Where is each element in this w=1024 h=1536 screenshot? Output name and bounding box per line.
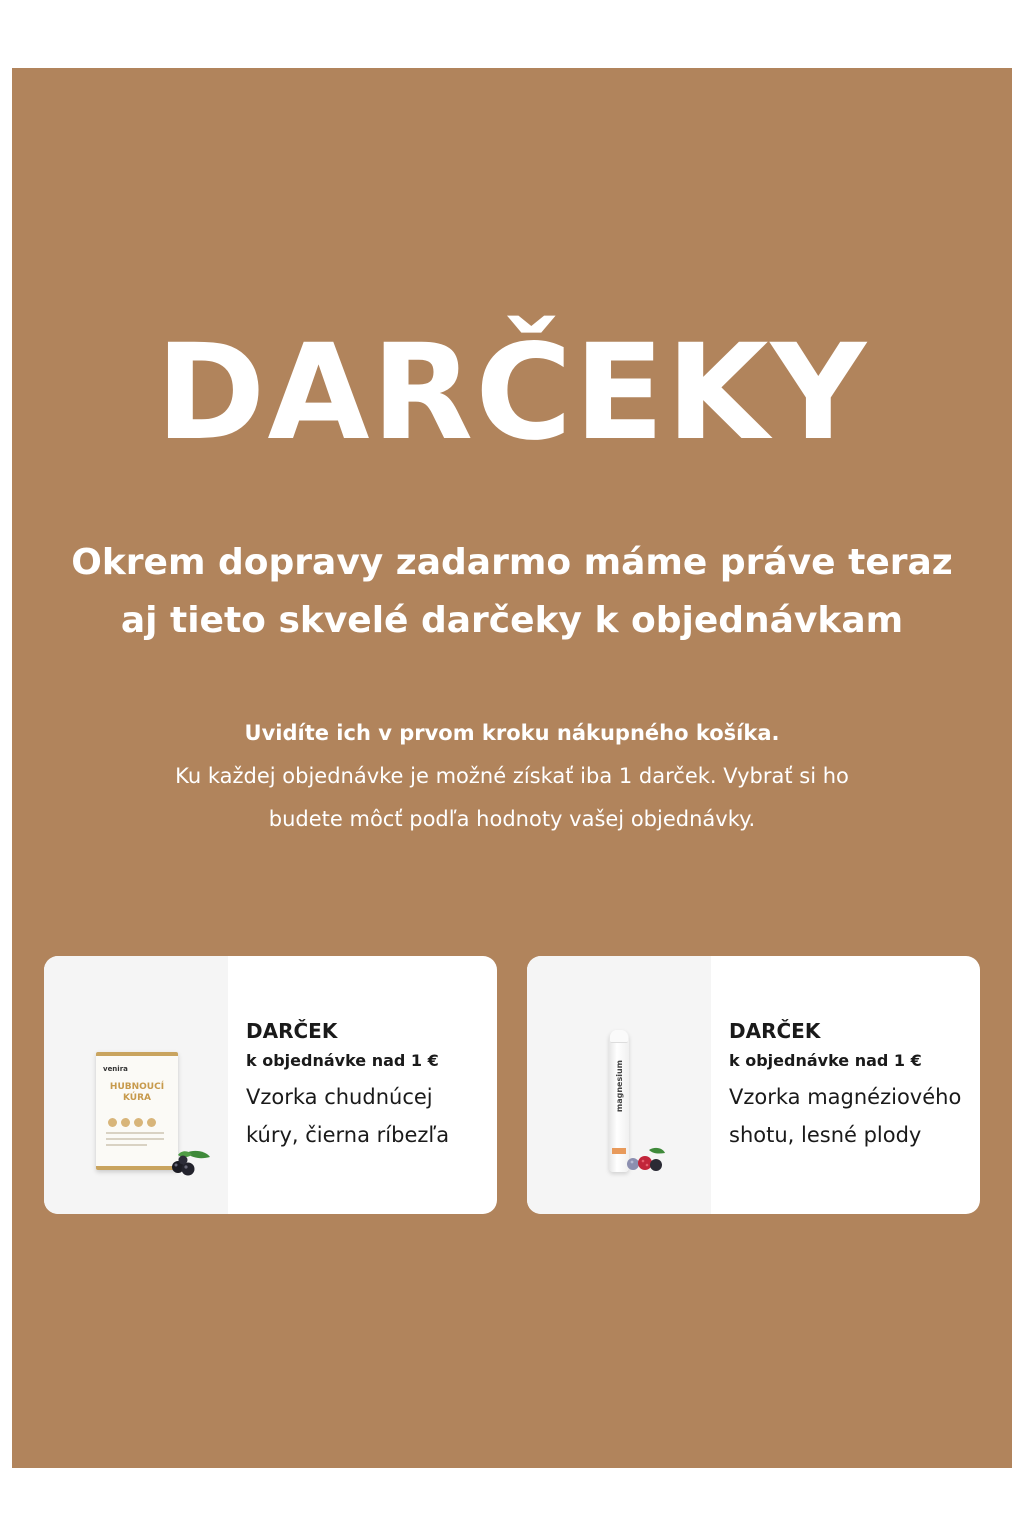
blackcurrant-icon <box>164 1149 214 1179</box>
forest-berries-icon <box>623 1146 669 1174</box>
product-image-weight-loss-pouch <box>44 956 228 1214</box>
gift-description-line-1: Vzorka magnéziového <box>729 1085 962 1109</box>
gift-condition: k objednávke nad 1 € <box>246 1051 439 1070</box>
info-line-1: Ku každej objednávke je možné získať iba 1 darček. Vybrať si ho <box>175 764 849 788</box>
product-brand: venira <box>103 1065 128 1073</box>
gift-text <box>729 1016 969 1154</box>
product-image-magnesium-shot <box>527 956 711 1214</box>
gift-condition: k objednávke nad 1 € <box>729 1051 922 1070</box>
gift-card-magnesium-shot <box>527 956 980 1214</box>
subtitle-line-1: Okrem dopravy zadarmo máme práve teraz <box>71 542 953 583</box>
gift-description-line-2: kúry, čierna ríbezľa <box>246 1123 450 1147</box>
gift-text <box>246 1016 486 1154</box>
info-text <box>0 712 1024 841</box>
subtitle <box>0 534 1024 650</box>
gift-description-line-2: shotu, lesné plody <box>729 1123 922 1147</box>
vial-label: magnesium <box>615 1060 624 1113</box>
page-title: DARČEKY <box>155 316 869 470</box>
info-strong-line: Uvidíte ich v prvom kroku nákupného košíka. <box>244 721 780 745</box>
product-name: HUBNOUCÍ KÚRA <box>109 1082 165 1103</box>
gift-title: DARČEK <box>729 1019 821 1043</box>
info-line-2: budete môcť podľa hodnoty vašej objednávky. <box>268 807 756 831</box>
gift-description-line-1: Vzorka chudnúcej <box>246 1085 433 1109</box>
gift-title: DARČEK <box>246 1019 338 1043</box>
subtitle-line-2: aj tieto skvelé darčeky k objednávkam <box>120 600 904 641</box>
gift-card-weight-loss <box>44 956 497 1214</box>
